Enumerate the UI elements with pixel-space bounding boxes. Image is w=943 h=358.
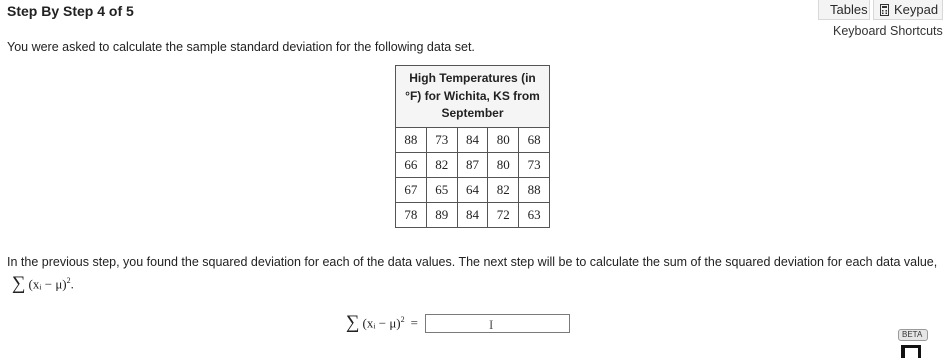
calculator-icon — [880, 4, 889, 16]
table-row — [396, 178, 550, 203]
table-cell: 80 — [488, 128, 519, 153]
table-cell: 80 — [488, 153, 519, 178]
table-cell: 72 — [488, 203, 519, 228]
formula-expression — [29, 276, 74, 292]
table-row — [396, 153, 550, 178]
caption-line: September — [441, 106, 504, 120]
step-title: Step By Step 4 of 5 — [7, 3, 134, 19]
formula-period: . — [70, 276, 74, 292]
keyboard-shortcuts-link[interactable]: Keyboard Shortcuts — [833, 24, 943, 38]
previous-step-text: In the previous step, you found the squared deviation for each of the data values. The next step will be to calculate the sum of the squared deviation for each data value, — [7, 255, 938, 269]
table-cell: 63 — [519, 203, 550, 228]
sigma-symbol: ∑ — [12, 273, 26, 294]
table-cell: 73 — [519, 153, 550, 178]
table-cell: 88 — [396, 128, 427, 153]
table-cell: 89 — [426, 203, 457, 228]
text-cursor-icon: I — [488, 316, 494, 332]
table-cell: 88 — [519, 178, 550, 203]
formula-expression — [363, 315, 405, 331]
answer-input[interactable] — [425, 314, 570, 333]
formula-exponent: 2 — [400, 314, 405, 324]
table-cell: 73 — [426, 128, 457, 153]
table-cell: 64 — [457, 178, 488, 203]
beta-badge: BETA — [898, 329, 928, 341]
beta-tab-icon — [901, 345, 921, 358]
table-cell: 84 — [457, 128, 488, 153]
caption-line: °F) for Wichita, KS from — [405, 88, 540, 103]
formula-base: (xᵢ − μ) — [28, 276, 67, 292]
beta-widget[interactable] — [898, 329, 938, 358]
intro-text: You were asked to calculate the sample standard deviation for the following data set. — [7, 40, 475, 54]
keypad-label: Keypad — [894, 2, 939, 17]
table-cell: 78 — [396, 203, 427, 228]
equals-sign: = — [410, 315, 418, 330]
sigma-symbol: ∑ — [346, 312, 360, 333]
formula-exponent: 2 — [66, 275, 71, 285]
table-cell: 87 — [457, 153, 488, 178]
table-caption — [395, 65, 550, 127]
table-cell: 66 — [396, 153, 427, 178]
table-row — [396, 128, 550, 153]
table-cell: 82 — [488, 178, 519, 203]
caption-line: High Temperatures (in — [409, 71, 536, 85]
answer-row — [346, 312, 570, 334]
table-cell: 68 — [519, 128, 550, 153]
table-row — [396, 203, 550, 228]
tables-label: Tables — [830, 2, 868, 17]
data-table — [395, 65, 550, 228]
table-cell: 82 — [426, 153, 457, 178]
table-cell: 84 — [457, 203, 488, 228]
sum-formula — [12, 273, 74, 295]
formula-base: (xᵢ − μ) — [362, 315, 401, 331]
tables-button[interactable] — [818, 0, 870, 20]
keypad-button[interactable] — [873, 0, 943, 20]
table-cell: 67 — [396, 178, 427, 203]
table-cell: 65 — [426, 178, 457, 203]
